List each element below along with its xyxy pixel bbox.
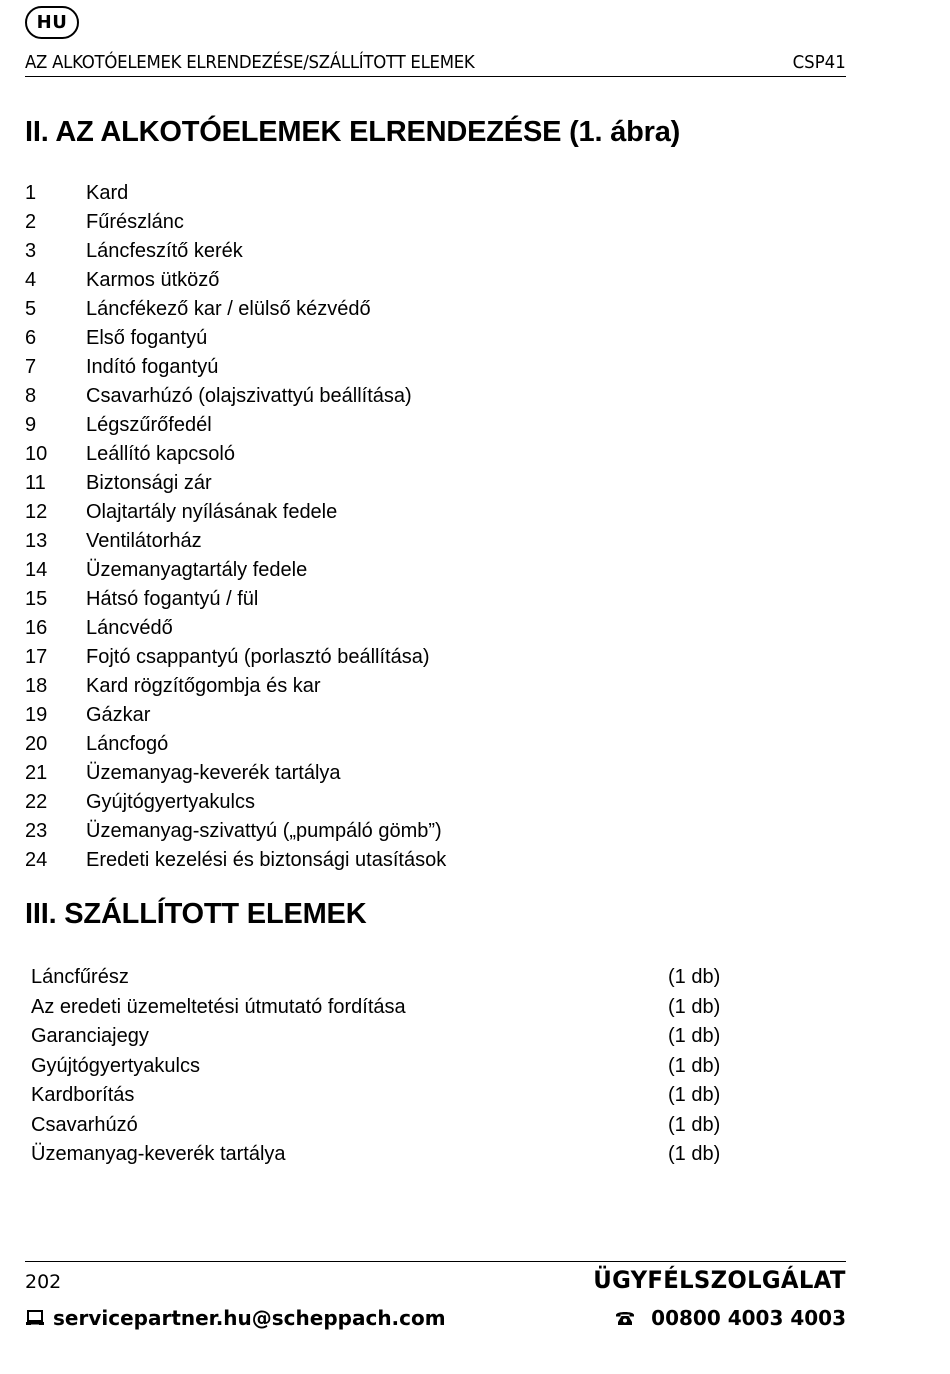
component-number: 10 xyxy=(25,443,48,465)
component-name: Első fogantyú xyxy=(86,327,208,349)
service-email-address[interactable]: servicepartner.hu@scheppach.com xyxy=(53,1306,446,1330)
component-number: 23 xyxy=(25,820,48,842)
component-number: 20 xyxy=(25,733,48,755)
component-name: Üzemanyagtartály fedele xyxy=(86,559,308,581)
component-name: Leállító kapcsoló xyxy=(86,443,235,465)
component-item xyxy=(25,411,846,440)
component-number: 2 xyxy=(25,211,37,233)
component-item xyxy=(25,788,846,817)
component-item xyxy=(25,208,846,237)
supplied-item xyxy=(31,963,731,993)
section-title-components: II. AZ ALKOTÓELEMEK ELRENDEZÉSE (1. ábra) xyxy=(25,116,681,148)
component-name: Eredeti kezelési és biztonsági utasítások xyxy=(86,849,447,871)
service-phone-number[interactable]: 00800 4003 4003 xyxy=(651,1306,846,1330)
component-item xyxy=(25,237,846,266)
component-name: Gyújtógyertyakulcs xyxy=(86,791,255,813)
component-number: 9 xyxy=(25,414,37,436)
component-name: Láncfékező kar / elülső kézvédő xyxy=(86,298,371,320)
component-item xyxy=(25,295,846,324)
component-number: 5 xyxy=(25,298,37,320)
component-number: 21 xyxy=(25,762,48,784)
component-name: Csavarhúzó (olajszivattyú beállítása) xyxy=(86,385,412,407)
component-number: 11 xyxy=(25,472,46,494)
component-name: Kard rögzítőgombja és kar xyxy=(86,675,321,697)
component-item xyxy=(25,556,846,585)
component-number: 15 xyxy=(25,588,48,610)
component-item xyxy=(25,469,846,498)
component-name: Kard xyxy=(86,182,129,204)
component-name: Indító fogantyú xyxy=(86,356,219,378)
supplied-item-quantity: (1 db) xyxy=(668,1084,721,1106)
component-item xyxy=(25,440,846,469)
supplied-item-quantity: (1 db) xyxy=(668,966,721,988)
supplied-item-name: Garanciajegy xyxy=(31,1025,149,1047)
supplied-item xyxy=(31,1022,731,1052)
supplied-item-name: Láncfűrész xyxy=(31,966,129,988)
supplied-item xyxy=(31,1140,731,1170)
supplied-item-quantity: (1 db) xyxy=(668,1025,721,1047)
supplied-item-name: Csavarhúzó xyxy=(31,1113,138,1136)
component-item xyxy=(25,324,846,353)
component-name: Hátsó fogantyú / fül xyxy=(86,588,259,610)
component-item xyxy=(25,382,846,411)
page-number: 202 xyxy=(25,1271,62,1293)
component-item xyxy=(25,759,846,788)
header-title: AZ ALKOTÓELEMEK ELRENDEZÉSE/SZÁLLÍTOTT ELEMEK xyxy=(25,52,475,73)
section-title-supplied: III. SZÁLLÍTOTT ELEMEK xyxy=(25,898,367,930)
supplied-item xyxy=(31,1081,731,1111)
supplied-item-quantity: (1 db) xyxy=(668,1113,721,1136)
components-list xyxy=(25,179,846,875)
service-phone xyxy=(615,1306,846,1330)
customer-service-title: ÜGYFÉLSZOLGÁLAT xyxy=(593,1266,846,1294)
component-name: Üzemanyag-szivattyú („pumpáló gömb”) xyxy=(86,820,442,842)
component-number: 12 xyxy=(25,501,48,523)
component-name: Gázkar xyxy=(86,704,151,726)
component-number: 3 xyxy=(25,240,37,262)
component-name: Fűrészlánc xyxy=(86,211,184,233)
component-number: 24 xyxy=(25,849,48,871)
component-number: 6 xyxy=(25,327,37,349)
telephone-icon xyxy=(615,1309,635,1327)
component-name: Láncvédő xyxy=(86,617,173,639)
component-number: 14 xyxy=(25,559,48,581)
supplied-item-name: Gyújtógyertyakulcs xyxy=(31,1054,200,1077)
component-item xyxy=(25,701,846,730)
supplied-item-name: Kardborítás xyxy=(31,1084,135,1106)
component-number: 18 xyxy=(25,675,48,697)
component-name: Fojtó csappantyú (porlasztó beállítása) xyxy=(86,646,430,668)
supplied-item xyxy=(31,1111,731,1141)
component-number: 8 xyxy=(25,385,37,407)
laptop-icon xyxy=(25,1309,45,1327)
component-name: Karmos ütköző xyxy=(86,269,220,291)
component-item xyxy=(25,817,846,846)
component-item xyxy=(25,672,846,701)
component-name: Légszűrőfedél xyxy=(86,414,212,436)
component-name: Láncfogó xyxy=(86,733,169,755)
component-item xyxy=(25,846,846,875)
component-name: Olajtartály nyílásának fedele xyxy=(86,501,338,523)
supplied-item-quantity: (1 db) xyxy=(668,1054,721,1077)
component-number: 17 xyxy=(25,646,48,668)
supplied-item xyxy=(31,1052,731,1082)
header-model: CSP41 xyxy=(792,52,846,73)
service-email xyxy=(25,1306,446,1330)
component-name: Üzemanyag-keverék tartálya xyxy=(86,762,341,784)
supplied-items-list xyxy=(31,963,731,1170)
component-name: Biztonsági zár xyxy=(86,472,212,494)
language-badge: HU xyxy=(25,6,79,39)
component-item xyxy=(25,614,846,643)
component-number: 16 xyxy=(25,617,48,639)
component-item xyxy=(25,498,846,527)
component-number: 19 xyxy=(25,704,48,726)
footer-divider xyxy=(25,1261,846,1262)
supplied-item-quantity: (1 db) xyxy=(668,995,721,1018)
component-item xyxy=(25,527,846,556)
component-item xyxy=(25,730,846,759)
component-number: 13 xyxy=(25,530,48,552)
component-number: 7 xyxy=(25,356,37,378)
component-item xyxy=(25,585,846,614)
supplied-item-name: Az eredeti üzemeltetési útmutató fordítása xyxy=(31,995,406,1018)
component-name: Ventilátorház xyxy=(86,530,202,552)
component-number: 22 xyxy=(25,791,48,813)
component-number: 4 xyxy=(25,269,37,291)
component-item xyxy=(25,179,846,208)
supplied-item-quantity: (1 db) xyxy=(668,1143,721,1165)
component-number: 1 xyxy=(25,182,37,204)
component-name: Láncfeszítő kerék xyxy=(86,240,243,262)
component-item xyxy=(25,643,846,672)
supplied-item xyxy=(31,993,731,1023)
component-item xyxy=(25,266,846,295)
running-header xyxy=(25,50,846,77)
manual-page xyxy=(25,0,846,1374)
component-item xyxy=(25,353,846,382)
supplied-item-name: Üzemanyag-keverék tartálya xyxy=(31,1143,286,1165)
